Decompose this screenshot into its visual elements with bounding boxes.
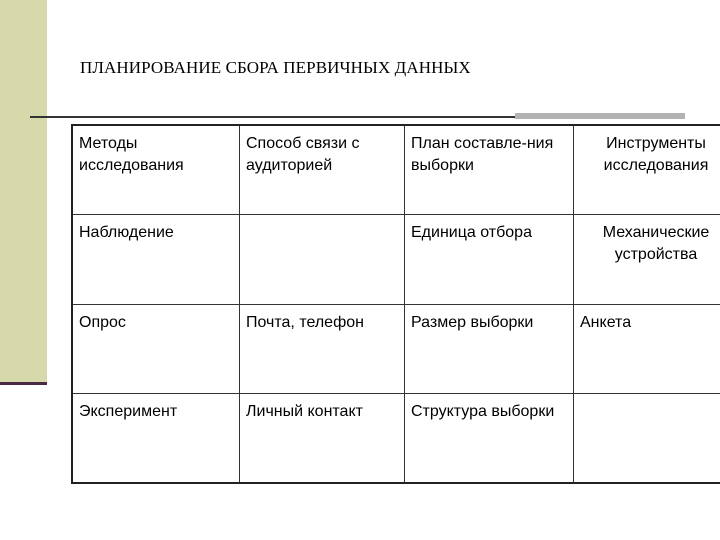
header-methods: Методы исследования xyxy=(72,125,240,215)
title-rule-grey xyxy=(515,113,685,119)
title-rule-dark xyxy=(30,116,515,118)
header-sampling-plan: План составле-ния выборки xyxy=(405,125,574,215)
table-cell: Эксперимент xyxy=(72,394,240,484)
slide-title: ПЛАНИРОВАНИЕ СБОРА ПЕРВИЧНЫХ ДАННЫХ xyxy=(80,58,471,77)
data-collection-table xyxy=(71,124,720,484)
table-cell: Структура выборки xyxy=(405,394,574,484)
table-row xyxy=(72,394,720,484)
table-cell: Единица отбора xyxy=(405,215,574,305)
header-contact-method: Способ связи с аудиторией xyxy=(240,125,405,215)
header-instruments xyxy=(574,125,720,215)
table-cell: Размер выборки xyxy=(405,304,574,394)
table-cell xyxy=(574,215,720,305)
table-header-row xyxy=(72,125,720,215)
table-row xyxy=(72,215,720,305)
table-cell: Анкета xyxy=(574,304,720,394)
table-cell: Личный контакт xyxy=(240,394,405,484)
table-cell: Опрос xyxy=(72,304,240,394)
table-cell-text: Механические устройства xyxy=(602,224,710,263)
table-cell: Наблюдение xyxy=(72,215,240,305)
header-instruments-text: Инструменты исследования xyxy=(603,135,709,174)
decorative-side-bar xyxy=(0,0,47,382)
decorative-side-bar-underline xyxy=(0,382,47,385)
table-row xyxy=(72,304,720,394)
table-cell xyxy=(240,215,405,305)
table-cell xyxy=(574,394,720,484)
table-cell: Почта, телефон xyxy=(240,304,405,394)
